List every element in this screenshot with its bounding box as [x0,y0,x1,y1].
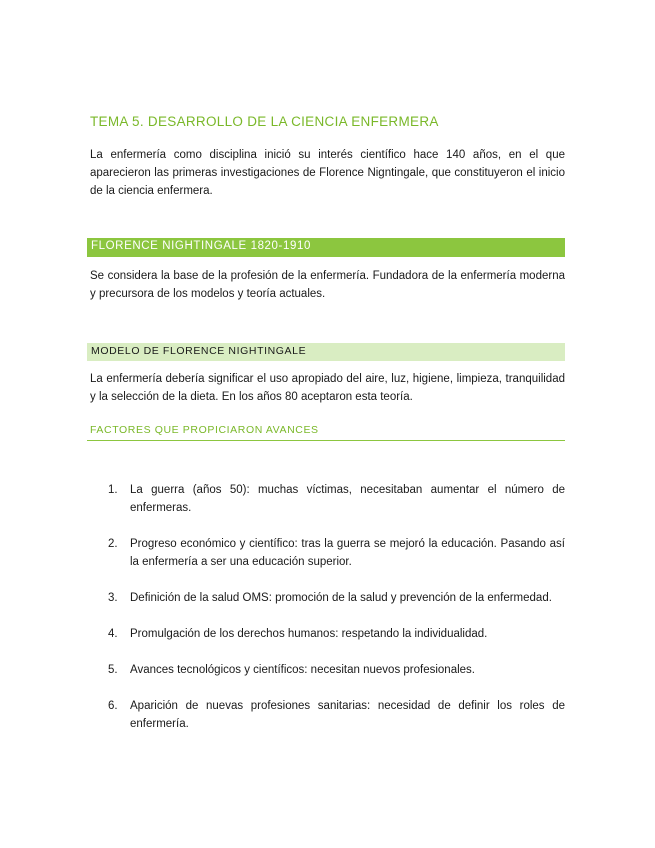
list-item-number: 3. [108,592,118,604]
list-item-text: Definición de la salud OMS: promoción de la salud y prevención de la enfermedad. [130,592,552,604]
factors-list [90,481,565,751]
list-item [90,589,565,607]
section-heading-modelo [87,343,565,361]
section-heading-florence-label: FLORENCE NIGHTINGALE 1820-1910 [91,240,311,252]
document-title: TEMA 5. DESARROLLO DE LA CIENCIA ENFERMERA [90,114,439,129]
section-heading-modelo-label: MODELO DE FLORENCE NIGHTINGALE [91,345,307,357]
list-item-text: La guerra (años 50): muchas víctimas, necesitaban aumentar el número de enfermeras. [130,484,565,514]
list-item-text: Promulgación de los derechos humanos: respetando la individualidad. [130,628,488,640]
list-item-number: 1. [108,484,118,496]
list-item-number: 6. [108,700,118,712]
list-item [90,481,565,517]
section-heading-factores: FACTORES QUE PROPICIARON AVANCES [90,424,319,436]
list-item [90,625,565,643]
list-item [90,661,565,679]
list-item-text: Aparición de nuevas profesiones sanitarias: necesidad de definir los roles de enfermería. [130,700,565,730]
list-item-number: 2. [108,538,118,550]
section-florence-paragraph: Se considera la base de la profesión de la enfermería. Fundadora de la enfermería moderna y precursora de los modelos y teoría actuales. [90,270,565,300]
list-item [90,697,565,733]
section-modelo-paragraph: La enfermería debería significar el uso apropiado del aire, luz, higiene, limpieza, tranquilidad y la selección de la dieta. En los años 80 aceptaron esta teoría. [90,373,565,403]
list-item-number: 4. [108,628,118,640]
section-heading-florence [87,238,565,257]
section-heading-underline [87,440,565,441]
list-item [90,535,565,571]
intro-paragraph: La enfermería como disciplina inició su interés científico hace 140 años, en el que aparecieron las primeras investigaciones de Florence Nigntingale, que constituyeron el inicio de la ciencia enfermera. [90,149,565,197]
list-item-text: Avances tecnológicos y científicos: necesitan nuevos profesionales. [130,664,475,676]
list-item-text: Progreso económico y científico: tras la guerra se mejoró la educación. Pasando así la enfermería a ser una educación superior. [130,538,565,568]
list-item-number: 5. [108,664,118,676]
